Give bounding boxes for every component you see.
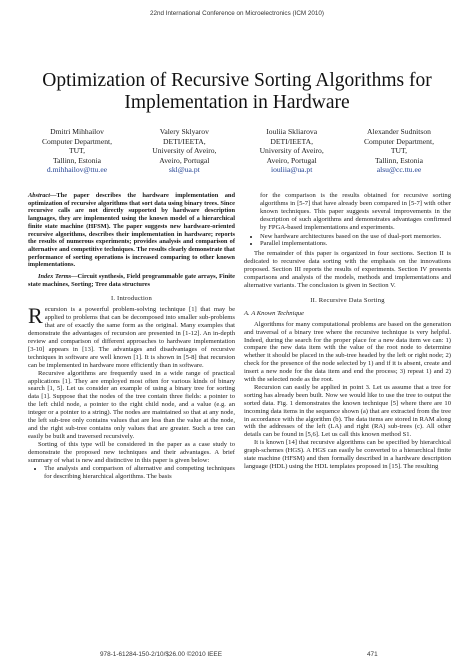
- paper-title: [20, 70, 454, 113]
- index-terms: [28, 273, 235, 288]
- author-3: [241, 127, 343, 175]
- author-affiliation: University of Aveiro,: [152, 146, 217, 156]
- abstract-text: —The paper describes the hardware implementation and optimization of recursive algorithms that sort data using binary trees. Since recursive calls are not directly supported by hardware description languages, they are implemented using the known model of a hierarchical finite state machine (HFSM). The paper suggests new hardware-oriented recursive algorithms, describes their implementation in hardware; reports the results of numerous experiments; provides analysis and comparison of alternative and competitive techniques. The results clearly demonstrate that performance of sorting operations is increased comparing to other known implementations.: [28, 192, 235, 269]
- section-heading-introduction: I. Introduction: [110, 295, 153, 303]
- contribution-list: [28, 465, 235, 481]
- left-column: [28, 192, 235, 483]
- title-line-1: Optimization of Recursive Sorting Algorithms for: [42, 70, 432, 91]
- author-4: [348, 127, 450, 175]
- body-paragraph: Algorithms for many computational problems are based on the generation and traversal of a binary tree where the recursive technique is very helpful. Indeed, during the search for the proper place for a new data item we can: 1) compare the new data item with the value of the root node to determine whether it should be placed in the sub-tree headed by the left or right node; 2) check for the presence of the node selected by 1) and if it is absent, create and insert a new node for the data item and end the process; 3) repeat 1) and 2) with the selected node as the root.: [244, 320, 451, 384]
- page-number: 471: [367, 651, 378, 658]
- author-affiliation: TUT,: [68, 146, 86, 156]
- drop-cap: R: [28, 303, 43, 329]
- author-affiliation: Computer Department,: [41, 136, 112, 146]
- title-line-2: Implementation in Hardware: [124, 91, 350, 113]
- organization-paragraph: The remainder of this paper is organized in four sections. Section II is dedicated to recursive data sorting with the emphasis on the innovations proposed. Section III reports the results of experiments. Section IV presents comparisons and analysis of the models, methods and implementations and alternative variants. The conclusion is given in Section V.: [244, 250, 451, 289]
- intro-paragraph-2: Recursive algorithms are frequently used in a wide range of practical applications [1]. They are employed most often for various kinds of binary search [1, 5]. Let us consider an example of using a binary tree for sorting data [1]. Suppose that the nodes of the tree contain three fields: a pointer to the left child node, a pointer to the right child node, and a value (e.g. an integer or a pointer to a string). The nodes are maintained so that at any node, the left sub-tree only contains values that are less than the value at the node, and the right sub-tree contains only values that are greater. Such a tree can easily be built and traversed recursively.: [28, 369, 235, 440]
- contribution-list-continued: [244, 233, 451, 249]
- body-paragraph: It is known [14] that recursive algorithms can be specified by hierarchical graph-schemes (HGS). A HGS can easily be converted to a hierarchical finite state machine (HFSM) and then formally described in a hardware description language (HDL) using the HDL templates proposed in [15]. The resulting: [244, 439, 451, 470]
- author-name: Dmitri Mihhailov: [50, 127, 104, 136]
- right-column: [244, 192, 451, 471]
- author-affiliation: DETI/IEETA,: [163, 136, 206, 146]
- author-block: [26, 127, 450, 175]
- author-affiliation: Aveiro, Portugal: [266, 155, 317, 165]
- list-item: • The analysis and comparison of alternative and competing techniques for describing hierarchical algorithms. The basis: [44, 465, 235, 481]
- author-affiliation: Tallinn, Estonia: [53, 155, 101, 165]
- abstract-label: Abstract: [28, 192, 51, 199]
- author-2: [133, 127, 235, 175]
- author-name: Alexander Sudnitson: [367, 127, 431, 136]
- subsection-heading: A. A Known Technique: [244, 309, 304, 317]
- author-affiliation: Aveiro, Portugal: [159, 155, 210, 165]
- list-item: • New hardware architectures based on the use of dual-port memories.: [260, 233, 451, 241]
- conference-header: 22nd International Conference on Microelectronics (ICM 2010): [150, 10, 324, 17]
- author-email-link[interactable]: skl@ua.pt: [168, 165, 200, 175]
- author-affiliation: DETI/IEETA,: [270, 136, 313, 146]
- author-affiliation: Tallinn, Estonia: [374, 155, 423, 165]
- body-paragraph: Recursion can easily be applied in point 3. Let us assume that a tree for sorting has already been built. Now we would like to use the tree to output the sorted data. Fig. 1 demonstrates the known technique [5] where there are 10 incoming data items in the sequence shown (a) that are extracted from the tree in accordance with the algorithm (b). The data items are stored in RAM along with the addresses of the left (LA) and right (RA) sub-trees (c). All other details can be found in [5,6]. Let us call this known method S1.: [244, 383, 451, 439]
- author-affiliation: TUT,: [390, 146, 408, 156]
- author-email-link[interactable]: d.mihhailov@ttu.ee: [46, 165, 108, 175]
- author-1: [26, 127, 128, 175]
- author-name: Iouliia Skliarova: [266, 127, 318, 136]
- author-email-link[interactable]: alsu@cc.ttu.ee: [376, 165, 422, 175]
- list-item: • Parallel implementations.: [260, 240, 451, 248]
- author-affiliation: University of Aveiro,: [259, 146, 324, 156]
- footer-copyright: 978-1-61284-150-2/10/$26.00 ©2010 IEEE: [100, 651, 222, 658]
- intro-paragraph-1: [28, 303, 235, 369]
- intro-paragraph-3: Sorting of this type will be considered in the paper as a case study to demonstrate the proposed new techniques and their advantages. A brief summary of what is new and distinctive in this paper is given below:: [28, 440, 235, 464]
- author-affiliation: Computer Department,: [363, 136, 434, 146]
- intro-paragraph-1-text: ecursion is a powerful problem-solving technique [1] that may be applied to problems that can be decomposed into smaller sub-problems that are of exactly the same form as the original. Many examples that demonstrate the advantages of recursion are presented in [1-12]. An in-depth review and comparison of different approaches to hardware implementation [3-10] appears in [13]. The advantages and disadvantages of recursive techniques in software are well known [1]. It is shown in [5-8] that recursion can be implemented in hardware more efficiently than in software.: [28, 306, 235, 369]
- author-name: Valery Sklyarov: [159, 127, 209, 136]
- abstract: [28, 192, 235, 269]
- section-heading-recursive-sorting: II. Recursive Data Sorting: [310, 296, 385, 304]
- index-terms-text: —Circuit synthesis, Field programmable gate arrays, Finite state machines, Sorting; Tree data structures: [28, 273, 235, 288]
- bullet-continuation: for the comparison is the results obtained for recursive sorting algorithms in [5-7] that have already been compared in [5-7] with other known techniques. This paper suggests several improvements in the description of such algorithms and demonstrates advantages confirmed by FPGA-based implementations and experiments.: [260, 192, 451, 231]
- author-email-link[interactable]: iouliia@ua.pt: [270, 165, 313, 175]
- index-terms-label: Index Terms: [38, 273, 72, 281]
